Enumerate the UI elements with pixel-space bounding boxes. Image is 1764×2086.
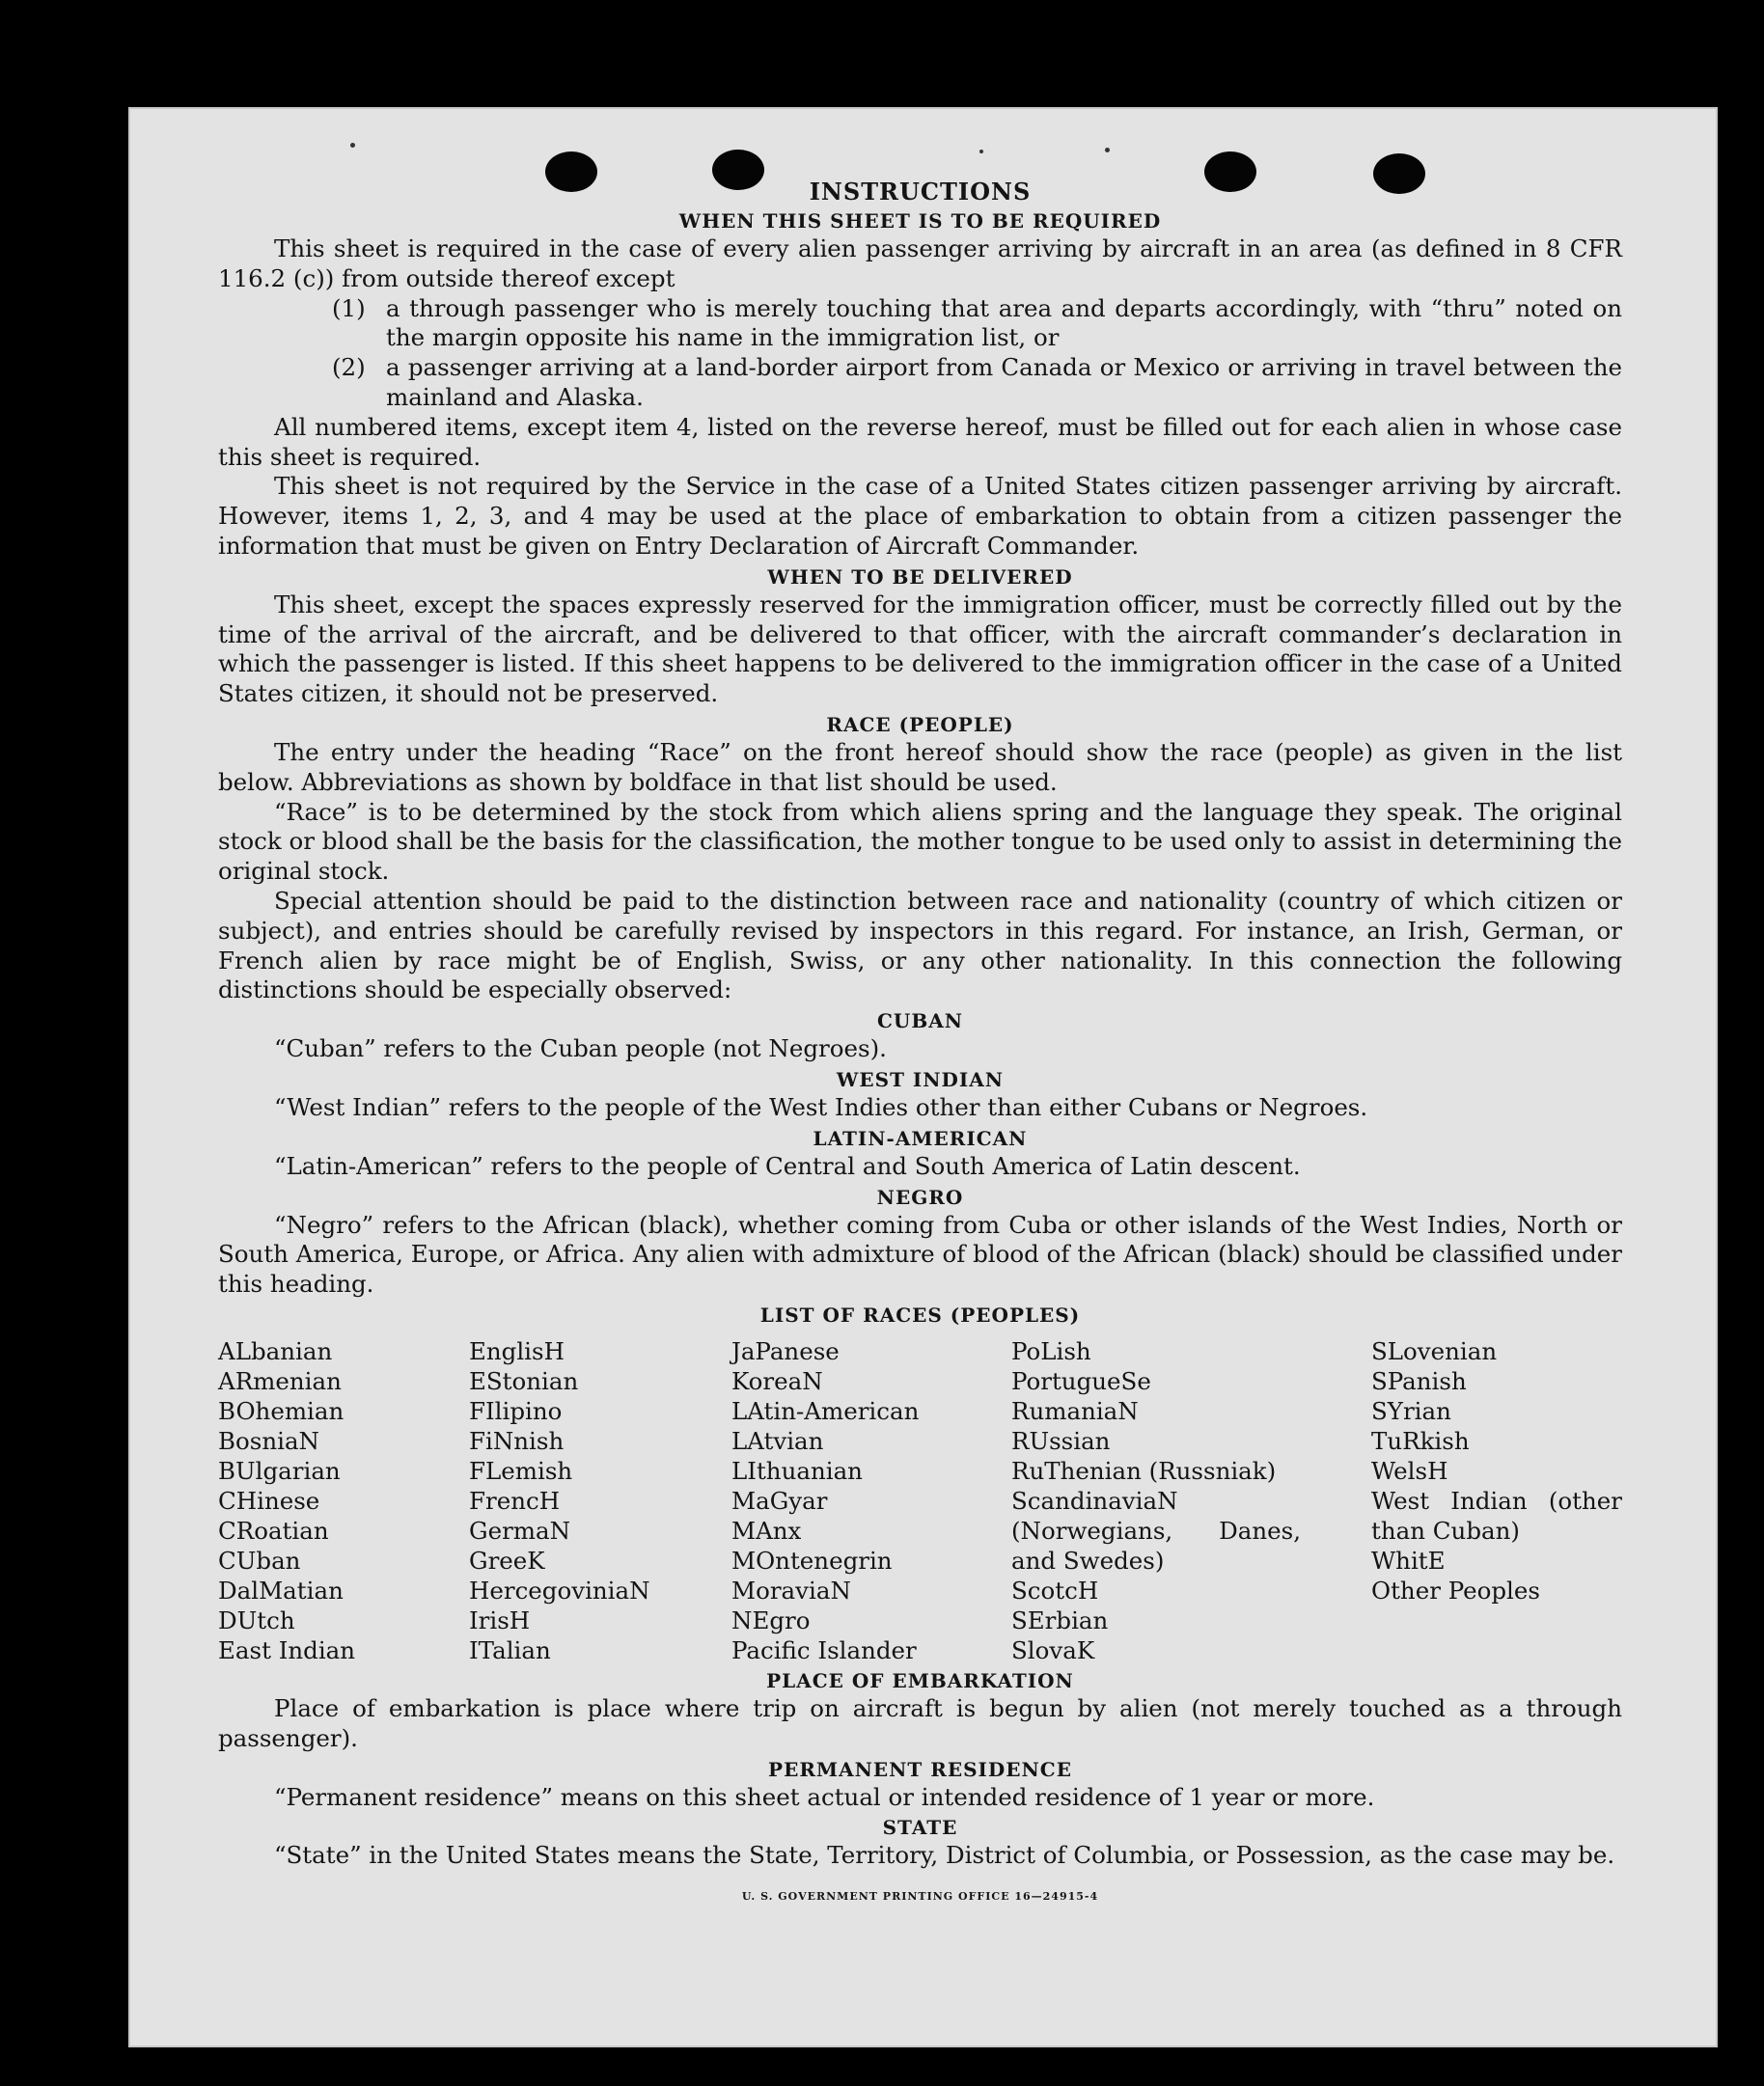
item-text: a through passenger who is merely touching that area and departs accordingly, with “thru” noted on the margin opposite his name in the immigration list, or [386, 293, 1622, 352]
section-heading: STATE [882, 1816, 958, 1840]
paragraph: All numbered items, except item 4, listed on the reverse hereof, must be filled out for each alien in whose case this sheet is required. [218, 412, 1622, 471]
race-entry: NEgro [731, 1606, 811, 1634]
paragraph: “Cuban” refers to the Cuban people (not Negroes). [274, 1034, 887, 1063]
section-heading: CUBAN [876, 1009, 964, 1033]
race-entry: Other Peoples [1371, 1576, 1540, 1605]
race-entry: BOhemian [218, 1396, 345, 1425]
race-entry: SLovenian [1371, 1336, 1498, 1365]
race-column [1011, 1336, 1301, 1665]
race-entry: WelsH [1371, 1456, 1448, 1485]
instructions-body [218, 178, 1622, 1912]
section-heading: LIST OF RACES (PEOPLES) [759, 1303, 1081, 1327]
race-entry: GreeK [469, 1546, 545, 1575]
section-heading: LATIN-AMERICAN [813, 1126, 1028, 1150]
ink-speck [350, 143, 355, 148]
paragraph: This sheet is required in the case of every alien passenger arriving by aircraft in an area (as defined in 8 CFR 116.2 (c)) from outside thereof except [218, 234, 1622, 292]
race-entry: East Indian [218, 1635, 356, 1664]
race-entry: SErbian [1011, 1606, 1109, 1634]
race-column [469, 1336, 731, 1665]
list-item [332, 353, 1622, 413]
document-sheet [128, 107, 1718, 2047]
item-text: a passenger arriving at a land-border airport from Canada or Mexico or arriving in travel between the mainland and Alaska. [386, 353, 1622, 411]
race-entry: BUlgarian [218, 1456, 341, 1485]
section-heading: PLACE OF EMBARKATION [766, 1668, 1074, 1692]
race-entry: SPanish [1371, 1366, 1467, 1395]
race-entry: FIlipino [469, 1396, 563, 1425]
race-column [731, 1336, 1011, 1665]
race-entry: PortugueSe [1011, 1366, 1151, 1395]
race-column [1371, 1336, 1622, 1665]
section-heading: PERMANENT RESIDENCE [768, 1757, 1072, 1781]
race-column [218, 1336, 469, 1665]
race-entry: JaPanese [731, 1336, 840, 1365]
ink-speck [1105, 148, 1110, 152]
race-entry: ScandinaviaN (Norwegians, Danes, and Swedes) [1011, 1486, 1301, 1575]
race-entry: MOntenegrin [731, 1546, 893, 1575]
race-entry: LAtvian [731, 1426, 824, 1455]
paragraph: “State” in the United States means the State, Territory, District of Columbia, or Possession, as the case may be. [274, 1841, 1615, 1870]
race-entry: West Indian (other than Cuban) [1371, 1486, 1622, 1545]
race-entry: BosniaN [218, 1426, 319, 1455]
race-entry: WhitE [1371, 1546, 1446, 1575]
race-entry: SYrian [1371, 1396, 1451, 1425]
item-number: (1) [332, 293, 366, 322]
race-entry: RumaniaN [1011, 1396, 1139, 1425]
page-title: INSTRUCTIONS [809, 178, 1032, 206]
race-entry: FiNnish [469, 1426, 565, 1455]
section-heading: NEGRO [876, 1185, 964, 1209]
race-entry: DUtch [218, 1606, 295, 1634]
section-heading: RACE (PEOPLE) [826, 712, 1014, 736]
item-number: (2) [332, 353, 366, 382]
race-entry: LIthuanian [731, 1456, 863, 1485]
section-heading: WHEN THIS SHEET IS TO BE REQUIRED [678, 209, 1162, 233]
race-entry: SlovaK [1011, 1635, 1095, 1664]
printer-imprint: U. S. GOVERNMENT PRINTING OFFICE 16—24915-4 [741, 1890, 1099, 1904]
paragraph: “Latin-American” refers to the people of Central and South America of Latin descent. [274, 1151, 1301, 1180]
paragraph: “Negro” refers to the African (black), whether coming from Cuba or other islands of the West Indies, North or South America, Europe, or Africa. Any alien with admixture of blood of the African (black) should be classified under this heading. [218, 1210, 1622, 1299]
race-entry: LAtin-American [731, 1396, 920, 1425]
race-entry: ITalian [469, 1635, 551, 1664]
race-entry: CUban [218, 1546, 301, 1575]
race-entry: CRoatian [218, 1516, 329, 1545]
race-entry: ALbanian [218, 1336, 333, 1365]
paragraph: “Permanent residence” means on this sheet actual or intended residence of 1 year or more. [274, 1782, 1375, 1811]
race-entry: DalMatian [218, 1576, 344, 1605]
race-list [218, 1336, 1622, 1665]
race-entry: TuRkish [1371, 1426, 1470, 1455]
race-entry: CHinese [218, 1486, 320, 1515]
race-entry: MaGyar [731, 1486, 828, 1515]
section-heading: WHEN TO BE DELIVERED [767, 564, 1073, 589]
list-item [332, 294, 1622, 354]
race-entry: EStonian [469, 1366, 579, 1395]
ink-speck [979, 150, 983, 153]
race-entry: KoreaN [731, 1366, 823, 1395]
section-heading: WEST INDIAN [836, 1067, 1005, 1091]
race-entry: ARmenian [218, 1366, 342, 1395]
paragraph: The entry under the heading “Race” on the front hereof should show the race (people) as given in the list below. Abbreviations as shown by boldface in that list should be used. [218, 737, 1622, 796]
race-entry: EnglisH [469, 1336, 565, 1365]
paragraph: Special attention should be paid to the distinction between race and nationality (country of which citizen or subject), and entries should be carefully revised by inspectors in this regard. For instance, an Irish, German, or French alien by race might be of English, Swiss, or any other nationality. In this connection the following distinctions should be especially observed: [218, 886, 1622, 1004]
race-entry: MAnx [731, 1516, 802, 1545]
paragraph: “Race” is to be determined by the stock from which aliens spring and the language they speak. The original stock or blood shall be the basis for the classification, the mother tongue to be used only to assist in determining the original stock. [218, 797, 1622, 886]
race-entry: Pacific Islander [731, 1635, 917, 1664]
race-entry: FrencH [469, 1486, 561, 1515]
paragraph: “West Indian” refers to the people of the West Indies other than either Cubans or Negroes. [274, 1092, 1368, 1121]
race-entry: GermaN [469, 1516, 571, 1545]
race-entry: ScotcH [1011, 1576, 1099, 1605]
race-entry: FLemish [469, 1456, 573, 1485]
race-entry: HercegoviniaN [469, 1576, 650, 1605]
paragraph: This sheet is not required by the Service in the case of a United States citizen passenger arriving by aircraft. However, items 1, 2, 3, and 4 may be used at the place of embarkation to obtain from a citizen passenger the information that must be given on Entry Declaration of Aircraft Commander. [218, 472, 1622, 560]
race-entry: MoraviaN [731, 1576, 851, 1605]
paragraph: This sheet, except the spaces expressly reserved for the immigration officer, must be correctly filled out by the time of the arrival of the aircraft, and be delivered to that officer, with the aircraft commander’s declaration in which the passenger is listed. If this sheet happens to be delivered to the immigration officer in the case of a United States citizen, it should not be preserved. [218, 590, 1622, 708]
paragraph: Place of embarkation is place where trip on aircraft is begun by alien (not merely touched as a through passenger). [218, 1693, 1622, 1752]
race-entry: IrisH [469, 1606, 531, 1634]
race-entry: RuThenian (Russniak) [1011, 1456, 1277, 1485]
race-entry: RUssian [1011, 1426, 1111, 1455]
race-entry: PoLish [1011, 1336, 1091, 1365]
